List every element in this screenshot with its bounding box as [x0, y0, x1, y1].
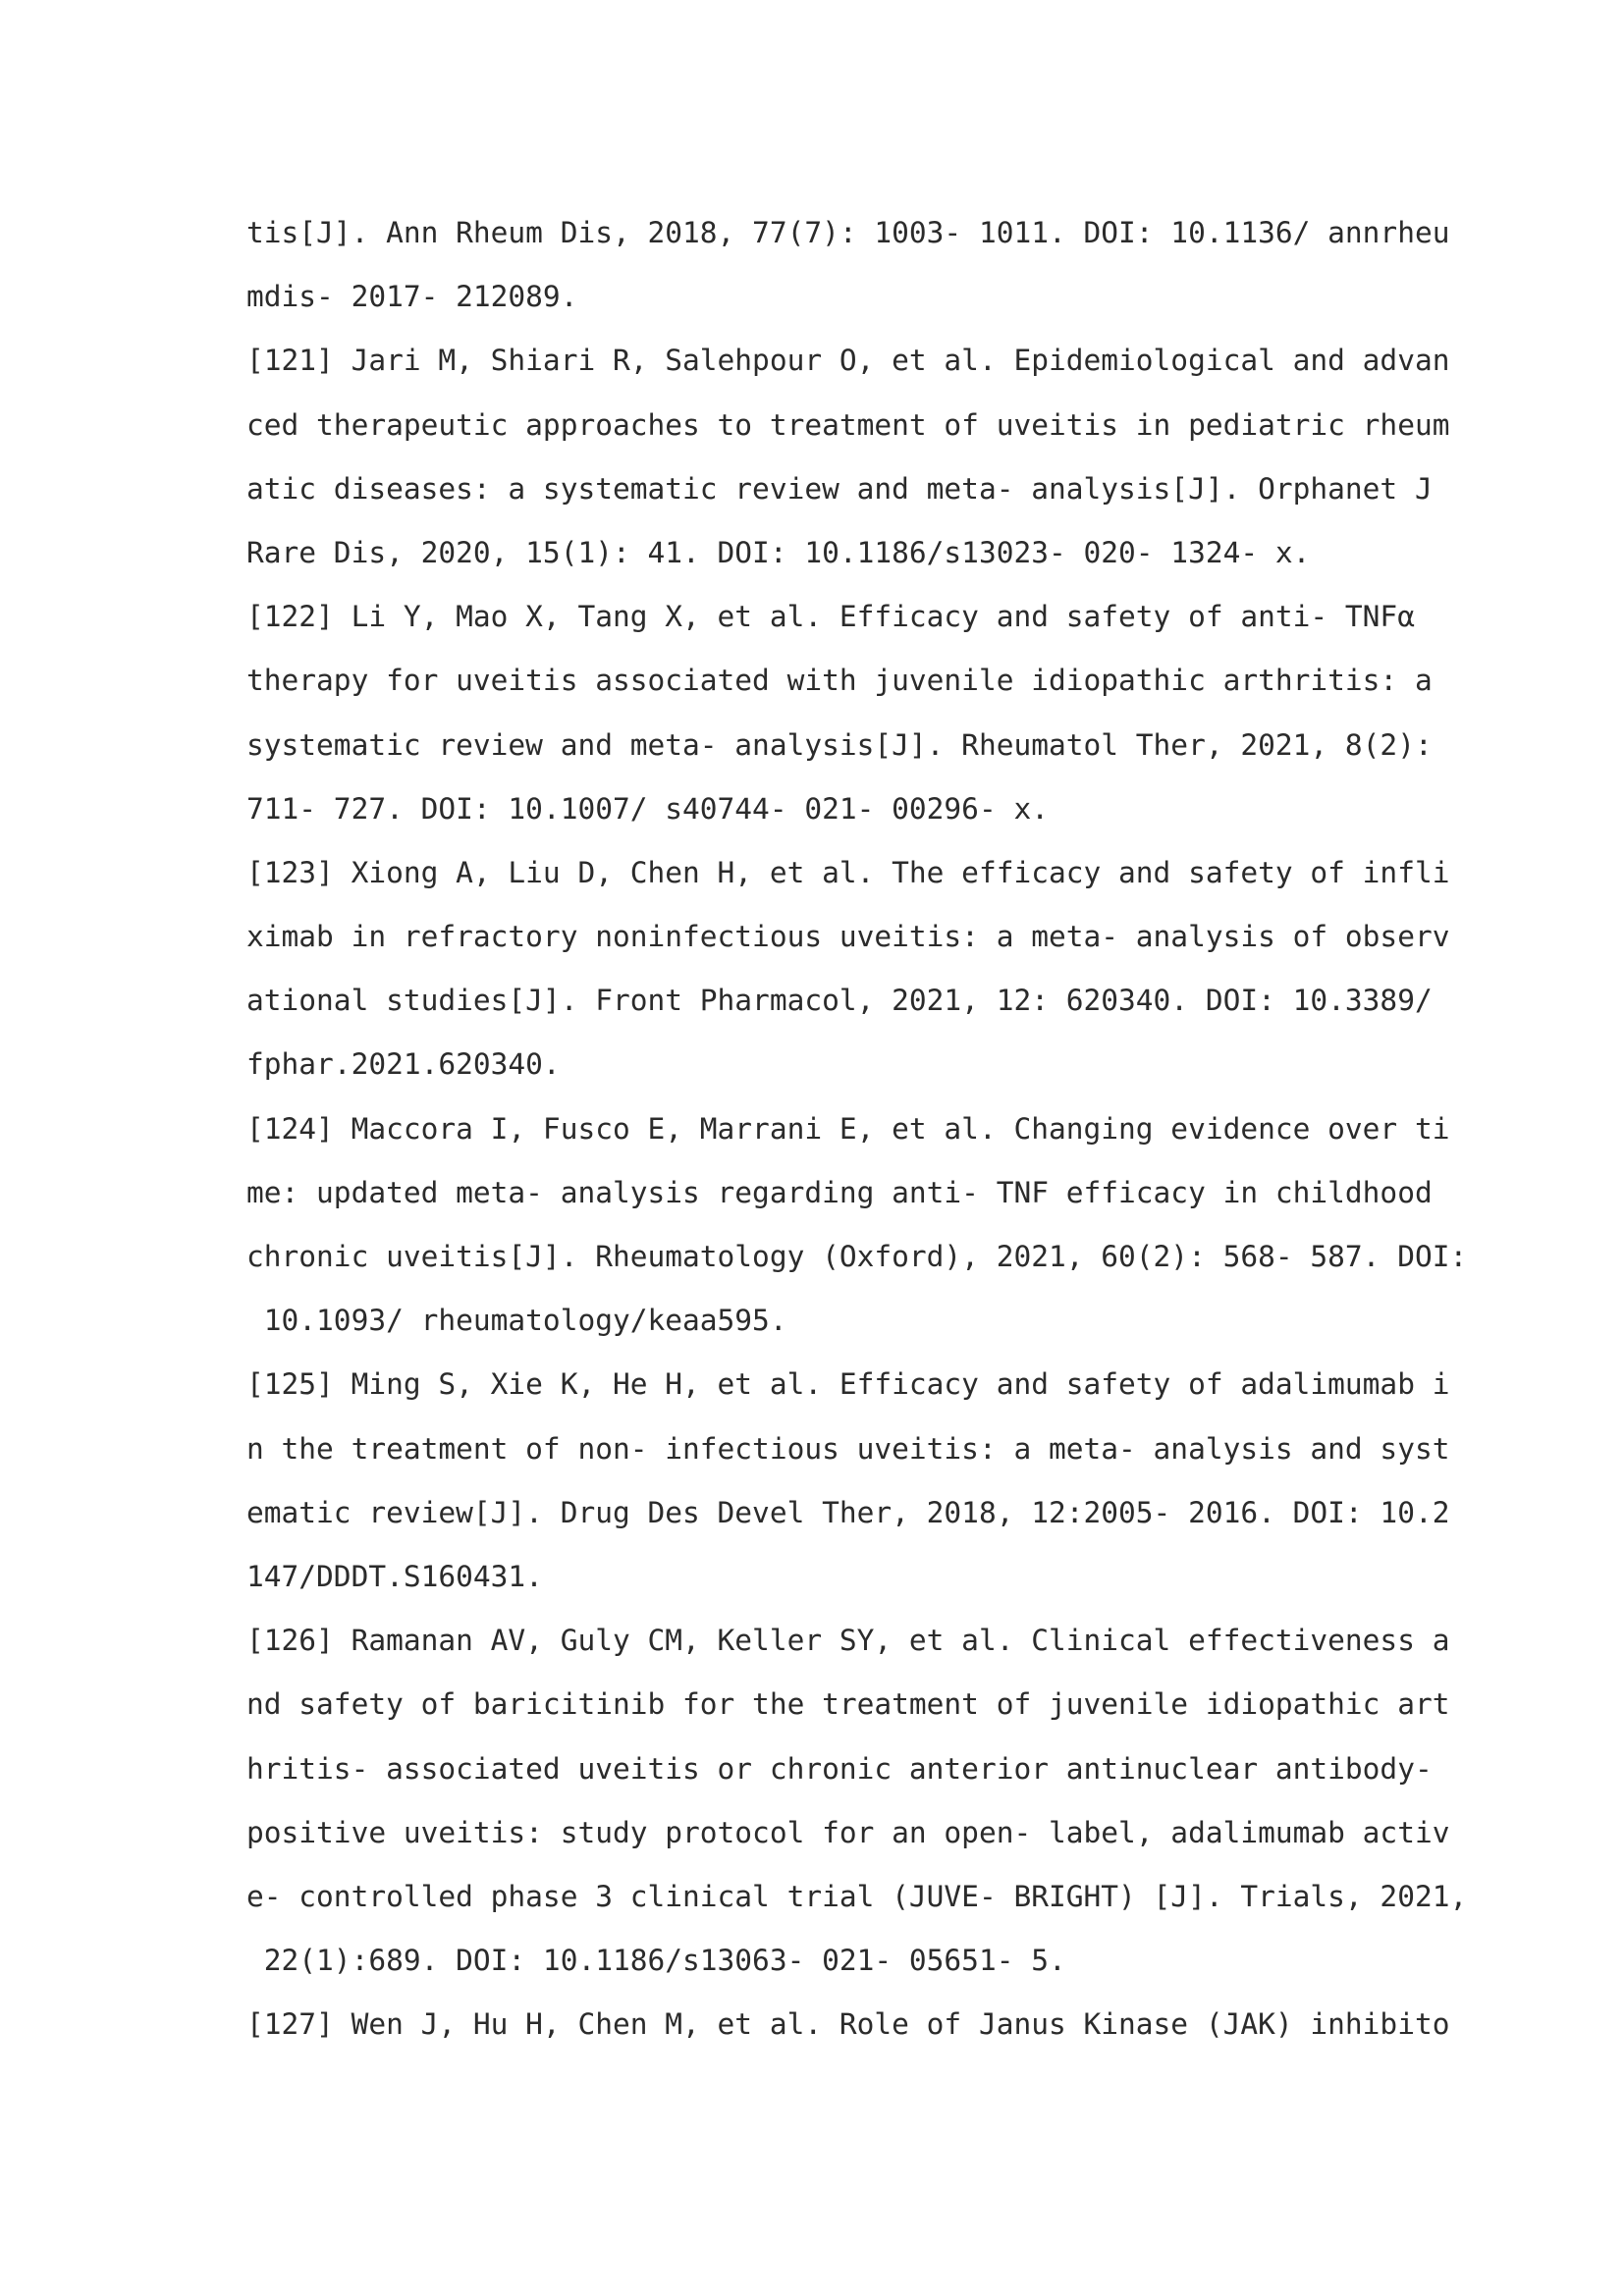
reference-line: Rare Dis, 2020, 15(1): 41. DOI: 10.1186/s13023- 020- 1324- x.: [246, 535, 1311, 569]
reference-line: [122] Li Y, Mao X, Tang X, et al. Efficacy and safety of anti- TNFα: [246, 600, 1415, 634]
reference-line: [123] Xiong A, Liu D, Chen H, et al. The efficacy and safety of infli: [246, 855, 1450, 889]
reference-line: 10.1093/ rheumatology/keaa595.: [246, 1304, 787, 1338]
reference-line: ational studies[J]. Front Pharmacol, 2021, 12: 620340. DOI: 10.3389/: [246, 984, 1433, 1018]
reference-line: tis[J]. Ann Rheum Dis, 2018, 77(7): 1003- 1011. DOI: 10.1136/ annrheu: [246, 216, 1450, 249]
reference-line: hritis- associated uveitis or chronic anterior antinuclear antibody-: [246, 1751, 1433, 1786]
reference-line: ximab in refractory noninfectious uveitis: a meta- analysis of observ: [246, 920, 1450, 954]
reference-line: 711- 727. DOI: 10.1007/ s40744- 021- 00296- x.: [246, 791, 1049, 826]
reference-line: 147/DDDT.S160431.: [246, 1559, 543, 1593]
reference-line: [126] Ramanan AV, Guly CM, Keller SY, et al. Clinical effectiveness a: [246, 1624, 1450, 1658]
reference-line: nd safety of baricitinib for the treatment of juvenile idiopathic art: [246, 1687, 1450, 1722]
reference-line: e- controlled phase 3 clinical trial (JUVE- BRIGHT) [J]. Trials, 2021,: [246, 1879, 1468, 1913]
reference-line: atic diseases: a systematic review and meta- analysis[J]. Orphanet J: [246, 471, 1433, 506]
reference-line: me: updated meta- analysis regarding anti- TNF efficacy in childhood: [246, 1175, 1433, 1209]
reference-line: positive uveitis: study protocol for an open- label, adalimumab activ: [246, 1815, 1450, 1849]
reference-line: [127] Wen J, Hu H, Chen M, et al. Role of Janus Kinase (JAK) inhibito: [246, 2007, 1450, 2042]
reference-line: [124] Maccora I, Fusco E, Marrani E, et al. Changing evidence over ti: [246, 1111, 1450, 1146]
reference-list: [246, 201, 1468, 2056]
reference-line: mdis- 2017- 212089.: [246, 280, 578, 314]
reference-line: therapy for uveitis associated with juvenile idiopathic arthritis: a: [246, 664, 1433, 698]
reference-line: ced therapeutic approaches to treatment of uveitis in pediatric rheum: [246, 407, 1450, 442]
reference-line: ematic review[J]. Drug Des Devel Ther, 2018, 12:2005- 2016. DOI: 10.2: [246, 1495, 1450, 1529]
reference-line: [121] Jari M, Shiari R, Salehpour O, et al. Epidemiological and advan: [246, 344, 1450, 378]
reference-line: chronic uveitis[J]. Rheumatology (Oxford), 2021, 60(2): 568- 587. DOI:: [246, 1240, 1468, 1273]
reference-line: n the treatment of non- infectious uveitis: a meta- analysis and syst: [246, 1431, 1450, 1466]
reference-line: systematic review and meta- analysis[J]. Rheumatol Ther, 2021, 8(2):: [246, 727, 1433, 762]
reference-line: 22(1):689. DOI: 10.1186/s13063- 021- 05651- 5.: [246, 1944, 1066, 1978]
reference-line: [125] Ming S, Xie K, He H, et al. Efficacy and safety of adalimumab i: [246, 1367, 1450, 1402]
reference-line: fphar.2021.620340.: [246, 1047, 561, 1082]
